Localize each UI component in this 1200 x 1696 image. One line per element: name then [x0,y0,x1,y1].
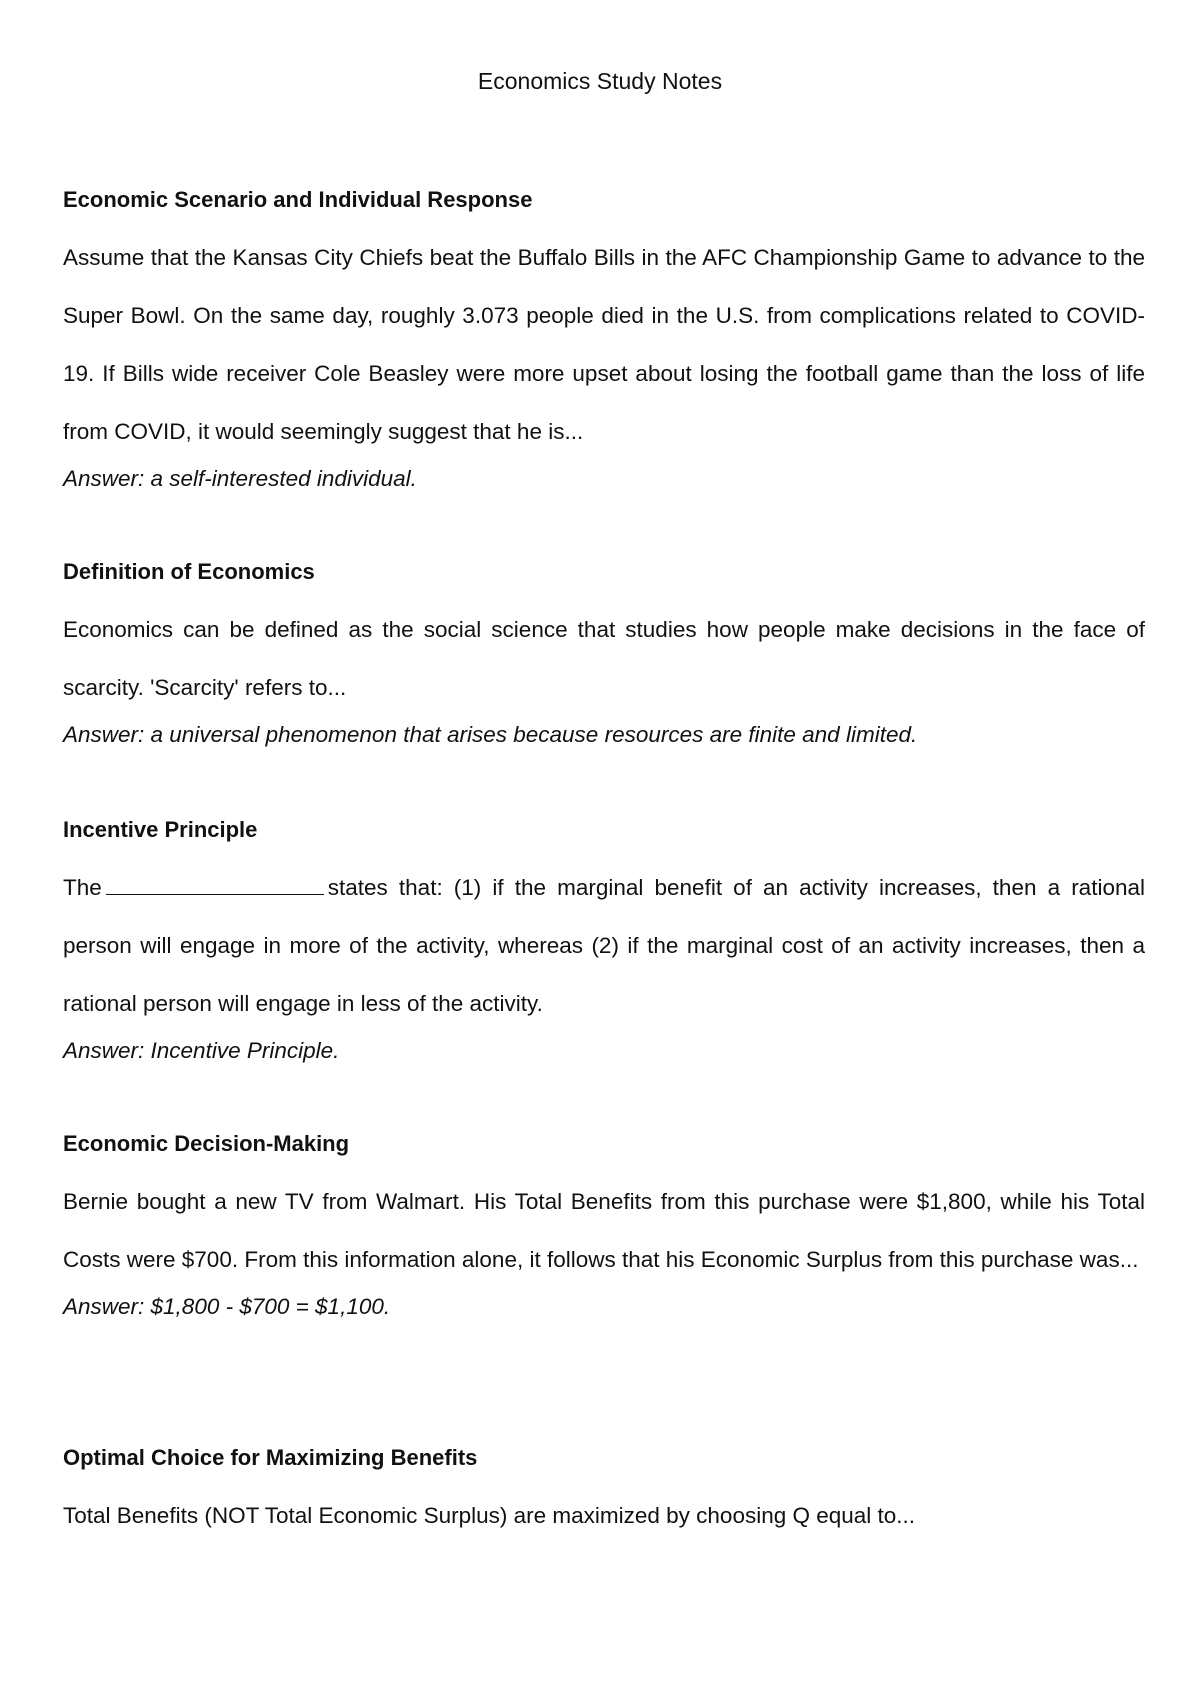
section-body: Total Benefits (NOT Total Economic Surplus) are maximized by choosing Q equal to... [63,1503,916,1528]
body-text-after-blank: states that: (1) if the marginal benefit of an activity increases, then a rational person will engage in more of the activity, whereas (2) if the marginal cost of an activity increases, then a rational person will engage in less of the activity. [63,875,1145,1016]
section-incentive-principle [63,816,1145,1066]
fill-in-blank [106,876,324,895]
section-heading: Optimal Choice for Maximizing Benefits [63,1445,478,1470]
section-body [63,859,1145,1033]
section-heading: Incentive Principle [63,817,258,842]
document-title: Economics Study Notes [477,68,723,94]
body-text-before-blank: The [63,875,102,900]
section-answer: Answer: $1,800 - $700 = $1,100. [63,1294,391,1319]
section-optimal-choice [63,1444,1145,1545]
section-answer: Answer: a self-interested individual. [63,466,417,491]
section-heading: Definition of Economics [63,559,315,584]
section-answer: Answer: a universal phenomenon that arises because resources are finite and limited. [63,722,918,747]
section-definition-of-economics [63,558,1145,750]
section-heading: Economic Scenario and Individual Response [63,187,533,212]
section-heading: Economic Decision-Making [63,1131,350,1156]
section-answer: Answer: Incentive Principle. [63,1038,340,1063]
section-body: Economics can be defined as the social science that studies how people make decisions in the face of scarcity. 'Scarcity' refers to... [63,617,1145,700]
section-economic-scenario [63,186,1145,494]
section-body: Assume that the Kansas City Chiefs beat the Buffalo Bills in the AFC Championship Game to advance to the Super Bowl. On the same day, roughly 3.073 people died in the U.S. from complications related to COVID-19. If Bills wide receiver Cole Beasley were more upset about losing the football game than the loss of life from COVID, it would seemingly suggest that he is... [63,245,1145,444]
section-economic-decision-making [63,1130,1145,1322]
section-body: Bernie bought a new TV from Walmart. His Total Benefits from this purchase were $1,800, while his Total Costs were $700. From this information alone, it follows that his Economic Surplus from this purchase was... [63,1189,1145,1272]
